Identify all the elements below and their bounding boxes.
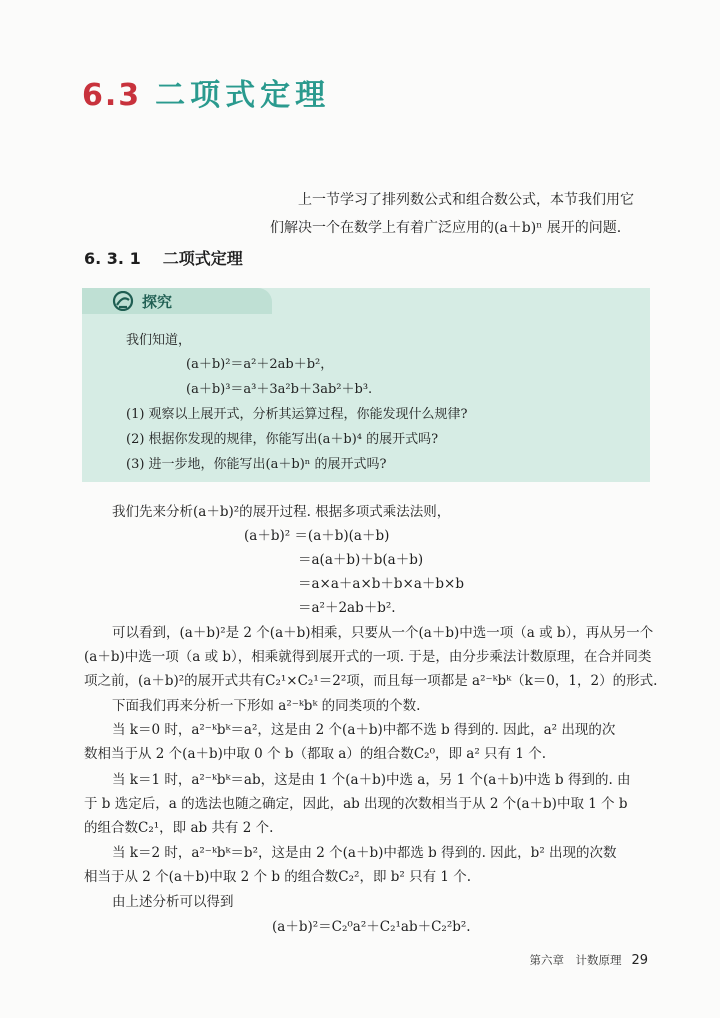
- body-line: 项之前，(a＋b)²的展开式共有C₂¹×C₂¹＝2²项，而且每一项都是 a²⁻ᵏbᵏ（k＝0，1，2）的形式.: [84, 673, 658, 689]
- subsection-title: [84, 246, 243, 269]
- equation-line: (a＋b)² ＝(a＋b)(a＋b): [244, 528, 390, 544]
- body-line: 的组合数C₂¹，即 ab 共有 2 个.: [84, 820, 274, 836]
- explore-tab: [82, 288, 272, 314]
- body-line: 相当于从 2 个(a＋b)中取 2 个 b 的组合数C₂²，即 b² 只有 1 个.: [84, 869, 472, 885]
- explore-question: (2) 根据你发现的规律，你能写出(a＋b)⁴ 的展开式吗?: [126, 432, 439, 447]
- chapter-label: 第六章 计数原理: [529, 953, 622, 967]
- explore-line: 我们知道，: [126, 333, 192, 348]
- intro-line: 上一节学习了排列数公式和组合数公式，本节我们用它: [298, 192, 634, 208]
- intro-paragraph: [270, 186, 650, 242]
- section-title: [82, 70, 330, 114]
- explore-formula: (a＋b)³＝a³＋3a²b＋3ab²＋b³.: [186, 382, 373, 397]
- explore-icon: [112, 291, 134, 311]
- section-number: 6.3: [82, 78, 142, 113]
- page-number: 29: [631, 953, 648, 968]
- body-paragraph: 下面我们再来分析一下形如 a²⁻ᵏbᵏ 的同类项的个数.: [112, 698, 421, 714]
- body-line: 于 b 选定后，a 的选法也随之确定，因此，ab 出现的次数相当于从 2 个(a＋b)中取 1 个 b: [84, 796, 628, 812]
- body-line: 当 k＝2 时，a²⁻ᵏbᵏ＝b²，这是由 2 个(a＋b)中都选 b 得到的. 因此，b² 出现的次数: [112, 845, 617, 861]
- section-title-text: 二项式定理: [155, 78, 331, 113]
- page-footer: [529, 952, 648, 968]
- body-line: 数相当于从 2 个(a＋b)中取 0 个 b（都取 a）的组合数C₂⁰，即 a² 只有 1 个.: [84, 746, 546, 762]
- body-line: 当 k＝0 时，a²⁻ᵏbᵏ＝a²，这是由 2 个(a＋b)中都不选 b 得到的. 因此，a² 出现的次: [112, 722, 616, 738]
- body-paragraph: 我们先来分析(a＋b)²的展开过程. 根据多项式乘法法则，: [112, 504, 451, 520]
- subsection-number: 6. 3. 1: [84, 249, 141, 268]
- body-paragraph: 由上述分析可以得到: [112, 894, 234, 910]
- equation-line: ＝a²＋2ab＋b².: [298, 600, 396, 616]
- equation-line: ＝a(a＋b)＋b(a＋b): [298, 552, 424, 568]
- explore-label: 探究: [142, 293, 173, 311]
- explore-formula: (a＋b)²＝a²＋2ab＋b²，: [186, 357, 334, 372]
- intro-line: 们解决一个在数学上有着广泛应用的(a＋b)ⁿ 展开的问题.: [270, 220, 622, 236]
- equation-line: ＝a×a＋a×b＋b×a＋b×b: [298, 576, 465, 592]
- body-line: 当 k＝1 时，a²⁻ᵏbᵏ＝ab，这是由 1 个(a＋b)中选 a，另 1 个(a＋b)中选 b 得到的. 由: [112, 772, 631, 788]
- body-line: (a＋b)中选一项（a 或 b），相乘就得到展开式的一项. 于是，由分步乘法计数原理，在合并同类: [84, 649, 652, 665]
- body-line: 可以看到，(a＋b)²是 2 个(a＋b)相乘，只要从一个(a＋b)中选一项（a 或 b），再从另一个: [112, 625, 654, 641]
- explore-question: (1) 观察以上展开式，分析其运算过程，你能发现什么规律?: [126, 407, 468, 422]
- subsection-title-text: 二项式定理: [162, 249, 243, 268]
- result-equation: (a＋b)²＝C₂⁰a²＋C₂¹ab＋C₂²b².: [272, 919, 471, 935]
- explore-question: (3) 进一步地，你能写出(a＋b)ⁿ 的展开式吗?: [126, 457, 387, 472]
